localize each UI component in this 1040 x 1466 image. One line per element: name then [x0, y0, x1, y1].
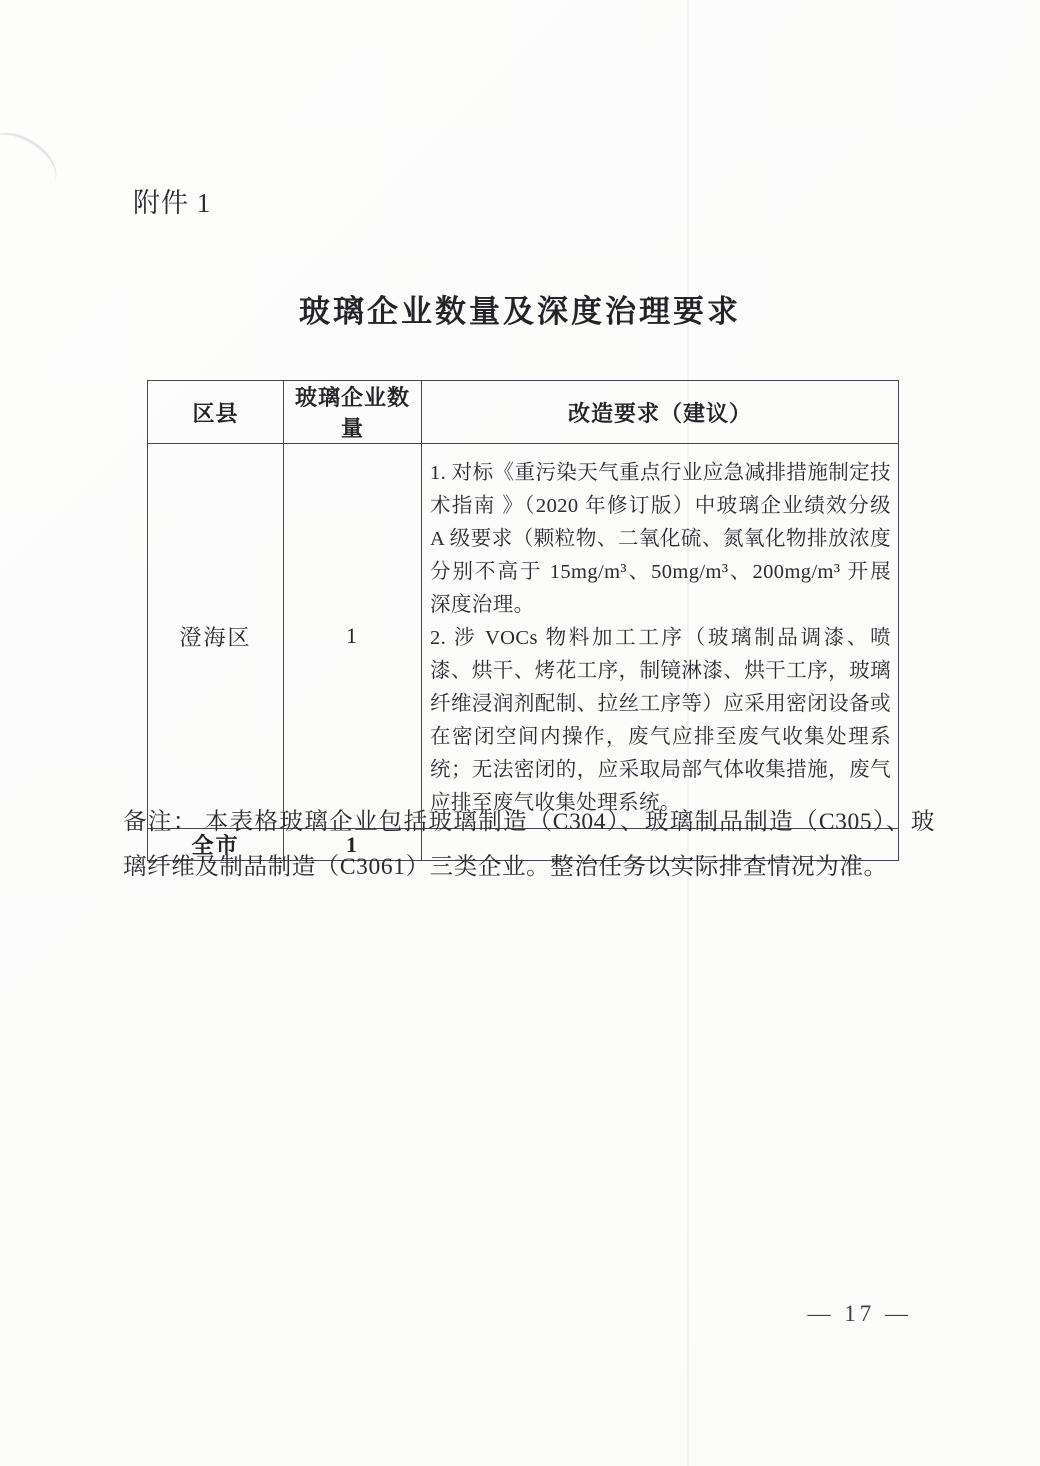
total-label-cell: 全市: [148, 829, 284, 861]
total-count-cell: 1: [284, 829, 422, 861]
count-cell: 1: [284, 444, 422, 829]
table-row-chenghai: [148, 444, 899, 829]
col-header-district: 区县: [148, 381, 284, 444]
glass-enterprise-table: [147, 380, 899, 861]
document-title: 玻璃企业数量及深度治理要求: [299, 294, 741, 329]
table-header-row: [148, 381, 899, 444]
col-header-count: 玻璃企业数量: [284, 381, 422, 444]
requirement-item-1: 1. 对标《重污染天气重点行业应急减排措施制定技术指南 》（2020 年修订版）中玻璃企业绩效分级 A 级要求（颗粒物、二氧化硫、氮氧化物排放浓度分别不高于 15mg/m³、50mg/m³、200mg/m³ 开展深度治理。: [430, 462, 891, 616]
note-text: 备注： 本表格玻璃企业包括玻璃制造（C304）、玻璃制品制造（C305）、玻璃纤维及制品制造（C3061）三类企业。整治任务以实际排查情况为准。: [123, 809, 935, 880]
scan-smudge: [0, 121, 67, 205]
requirements-cell: [422, 444, 899, 829]
page-number: — 17 —: [807, 1301, 912, 1326]
district-cell: 澄海区: [148, 444, 284, 829]
col-header-requirements: 改造要求（建议）: [422, 381, 899, 444]
requirement-item-2: 2. 涉 VOCs 物料加工工序（玻璃制品调漆、喷漆、烘干、烤花工序，制镜淋漆、烘干工序，玻璃纤维浸润剂配制、拉丝工序等）应采用密闭设备或在密闭空间内操作，废气应排至废气收集处理系统；无法密闭的，应采取局部气体收集措施，废气应排至废气收集处理系统。: [430, 627, 891, 814]
attachment-label: 附件 1: [133, 188, 212, 218]
